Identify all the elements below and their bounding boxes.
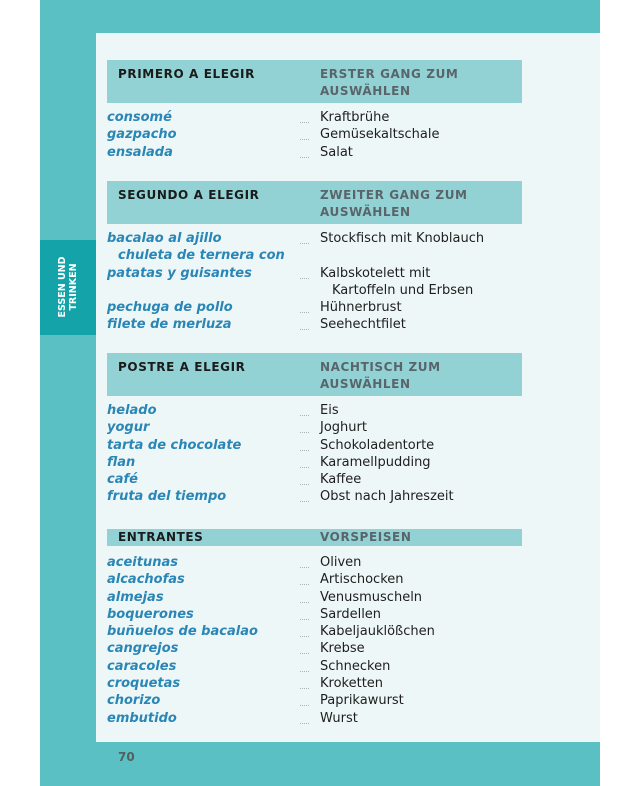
section-title-es: ENTRANTES: [118, 530, 204, 544]
term-es: croquetas: [107, 675, 299, 692]
term-es: caracoles: [107, 658, 299, 675]
term-es: consomé: [107, 109, 299, 126]
section-header: [107, 181, 522, 224]
term-de: Sardellen: [320, 606, 382, 622]
term-es: chuleta de ternera con: [118, 248, 285, 264]
list-item: [107, 623, 522, 640]
term-de: Kabeljauklößchen: [320, 624, 435, 640]
section-title-de: ZWEITER GANG ZUM AUSWÄHLEN: [320, 188, 468, 219]
section-title-es: POSTRE A ELEGIR: [118, 360, 246, 374]
list-item: [107, 109, 522, 126]
term-es: ensalada: [107, 144, 299, 161]
term-es: flan: [107, 454, 299, 471]
term-de: Venusmuscheln: [320, 589, 423, 605]
term-es: cangrejos: [107, 640, 299, 657]
term-de: Kroketten: [320, 676, 384, 692]
list-item: [107, 230, 522, 247]
term-es: pechuga de pollo: [107, 299, 299, 316]
term-es: almejas: [107, 589, 299, 606]
list-item: [107, 419, 522, 436]
term-de: Paprikawurst: [320, 693, 404, 709]
term-de: Krebse: [320, 641, 365, 657]
term-es: gazpacho: [107, 126, 299, 143]
page-number: 70: [118, 750, 135, 764]
list-item: [107, 299, 522, 316]
term-es: alcachofas: [107, 571, 299, 588]
section-title-de: NACHTISCH ZUM AUSWÄHLEN: [320, 360, 441, 391]
term-es: yogur: [107, 419, 299, 436]
term-de: Schokoladentorte: [320, 437, 435, 453]
section-title-es: SEGUNDO A ELEGIR: [118, 188, 260, 202]
section-header: [107, 529, 522, 546]
term-de: Kaffee: [320, 472, 362, 488]
term-de: Hühnerbrust: [320, 300, 402, 316]
list-item: [107, 710, 522, 727]
section-title-es: PRIMERO A ELEGIR: [118, 67, 255, 81]
list-item: [107, 640, 522, 657]
list-item: [107, 589, 522, 606]
list-item: [107, 471, 522, 488]
list-item: [107, 658, 522, 675]
term-de-line1: Kalbskotelett mit: [320, 265, 431, 281]
section-title-de: ERSTER GANG ZUM AUSWÄHLEN: [320, 67, 459, 98]
term-de: Salat: [320, 144, 353, 160]
list-item: [107, 144, 522, 161]
term-de: Wurst: [320, 710, 358, 726]
section-segundo: [107, 181, 522, 334]
list-item: [107, 437, 522, 454]
list-item: [107, 606, 522, 623]
list-item: [107, 454, 522, 471]
term-es: fruta del tiempo: [107, 488, 299, 505]
term-es: boquerones: [107, 606, 299, 623]
list-item: [107, 247, 522, 264]
list-item: [107, 126, 522, 143]
section-header: [107, 60, 522, 103]
term-de: [320, 265, 520, 299]
list-item: [107, 675, 522, 692]
term-es: embutido: [107, 710, 299, 727]
section-header: [107, 353, 522, 396]
term-es: café: [107, 471, 299, 488]
list-item: [107, 571, 522, 588]
term-de: Stockfisch mit Knoblauch: [320, 231, 485, 246]
list-item: [107, 265, 522, 300]
chapter-tab-line1: ESSEN UND: [57, 256, 68, 318]
list-item: [107, 692, 522, 709]
list-item: [107, 488, 522, 505]
term-es: helado: [107, 402, 299, 419]
term-de: Schnecken: [320, 658, 391, 674]
term-es: bacalao al ajillo: [107, 230, 299, 247]
chapter-tab-label: [57, 256, 79, 317]
section-entrantes: [107, 529, 522, 727]
term-es: patatas y guisantes: [107, 265, 299, 282]
term-es: filete de merluza: [107, 316, 299, 333]
term-de-line2: Kartoffeln und Erbsen: [332, 282, 474, 298]
term-de: Seehechtfilet: [320, 317, 406, 333]
term-de: Kraftbrühe: [320, 110, 390, 125]
term-es: aceitunas: [107, 554, 299, 571]
term-de: Gemüsekaltschale: [320, 127, 440, 143]
list-item: [107, 554, 522, 571]
term-de: Obst nach Jahreszeit: [320, 489, 454, 505]
term-de: Oliven: [320, 555, 362, 570]
section-title-de: VORSPEISEN: [320, 530, 412, 544]
chapter-tab-line2: TRINKEN: [68, 263, 79, 311]
term-es: buñuelos de bacalao: [107, 623, 299, 640]
term-de: Karamellpudding: [320, 454, 431, 470]
list-item: [107, 316, 522, 333]
section-primero: [107, 60, 522, 161]
term-de: Joghurt: [320, 420, 367, 436]
term-es: chorizo: [107, 692, 299, 709]
list-item: [107, 402, 522, 419]
term-de: Artischocken: [320, 572, 404, 588]
section-postre: [107, 353, 522, 506]
term-de: Eis: [320, 403, 339, 418]
term-es: tarta de chocolate: [107, 437, 299, 454]
